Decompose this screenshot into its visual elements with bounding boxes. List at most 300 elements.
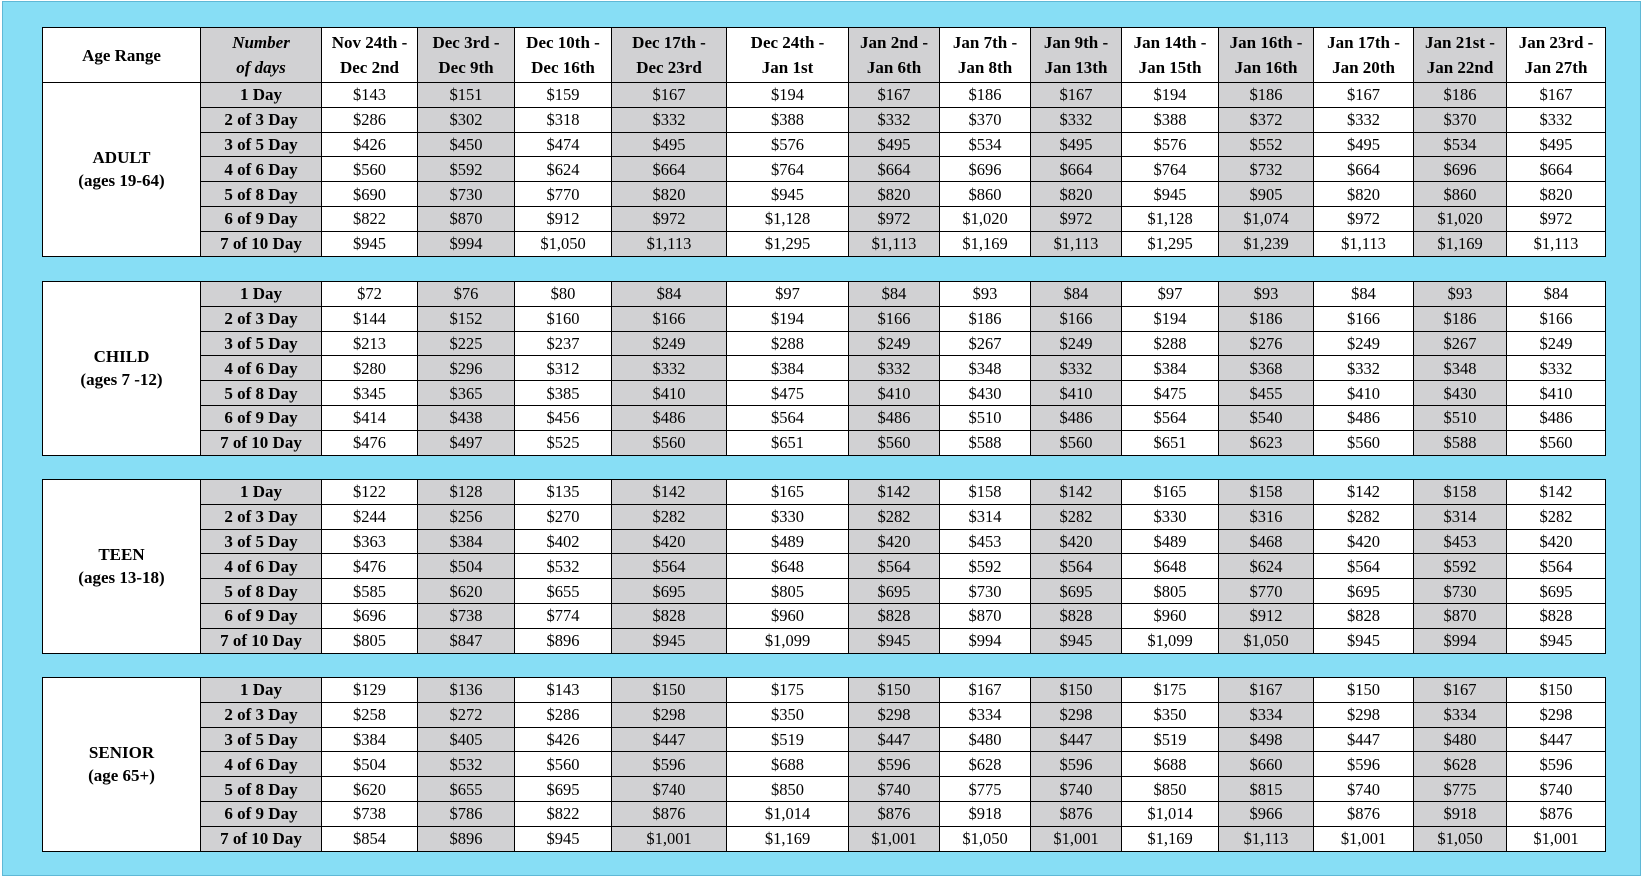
- number-of-days-header: [201, 28, 322, 83]
- price-cell: $994: [1414, 628, 1507, 653]
- price-cell: $1,239: [1219, 231, 1314, 256]
- price-cell: $1,001: [1031, 826, 1122, 851]
- price-cell: $213: [322, 331, 418, 356]
- price-cell: $775: [940, 777, 1031, 802]
- price-row: [43, 826, 1606, 851]
- price-cell: $244: [322, 504, 418, 529]
- price-row: [43, 529, 1606, 554]
- price-row: [43, 727, 1606, 752]
- period-end: Dec 9th: [438, 58, 494, 77]
- price-cell: $175: [1122, 678, 1219, 703]
- price-cell: $648: [727, 554, 849, 579]
- price-cell: $828: [1031, 603, 1122, 628]
- price-cell: $576: [1122, 132, 1219, 157]
- price-cell: $655: [418, 777, 515, 802]
- price-cell: $1,050: [1414, 826, 1507, 851]
- price-cell: $167: [612, 83, 727, 108]
- period-header: [1122, 28, 1219, 83]
- price-cell: $588: [1414, 430, 1507, 455]
- price-cell: $447: [1314, 727, 1414, 752]
- price-cell: $486: [849, 405, 940, 430]
- price-cell: $194: [727, 306, 849, 331]
- price-cell: $348: [1414, 356, 1507, 381]
- price-cell: $450: [418, 132, 515, 157]
- price-cell: $696: [940, 157, 1031, 182]
- price-cell: $249: [1314, 331, 1414, 356]
- price-row: [43, 801, 1606, 826]
- price-cell: $420: [1031, 529, 1122, 554]
- price-cell: $534: [1414, 132, 1507, 157]
- price-cell: $288: [727, 331, 849, 356]
- price-cell: $664: [849, 157, 940, 182]
- price-cell: $918: [940, 801, 1031, 826]
- price-cell: $519: [727, 727, 849, 752]
- price-cell: $334: [1219, 702, 1314, 727]
- price-cell: $994: [418, 231, 515, 256]
- price-cell: $194: [1122, 83, 1219, 108]
- price-cell: $805: [322, 628, 418, 653]
- price-cell: $489: [1122, 529, 1219, 554]
- age-group-cell: [43, 678, 201, 852]
- age-group-cell: [43, 480, 201, 654]
- price-cell: $1,001: [612, 826, 727, 851]
- header-row: [43, 28, 1606, 83]
- price-cell: $426: [322, 132, 418, 157]
- price-cell: $267: [1414, 331, 1507, 356]
- price-cell: $1,014: [727, 801, 849, 826]
- price-cell: $84: [612, 282, 727, 307]
- price-cell: $764: [727, 157, 849, 182]
- price-cell: $332: [612, 356, 727, 381]
- price-cell: $495: [1314, 132, 1414, 157]
- age-group-cell: [43, 83, 201, 257]
- price-cell: $330: [1122, 504, 1219, 529]
- price-cell: $628: [940, 752, 1031, 777]
- price-cell: $345: [322, 381, 418, 406]
- period-start: Dec 3rd -: [432, 33, 500, 52]
- price-cell: $225: [418, 331, 515, 356]
- period-end: Jan 27th: [1524, 58, 1588, 77]
- price-cell: $564: [849, 554, 940, 579]
- price-cell: $280: [322, 356, 418, 381]
- price-cell: $560: [1507, 430, 1606, 455]
- price-cell: $474: [515, 132, 612, 157]
- period-start: Jan 16th -: [1229, 33, 1303, 52]
- price-cell: $160: [515, 306, 612, 331]
- price-cell: $128: [418, 480, 515, 505]
- price-cell: $945: [612, 628, 727, 653]
- price-cell: $129: [322, 678, 418, 703]
- price-cell: $497: [418, 430, 515, 455]
- price-cell: $560: [849, 430, 940, 455]
- price-cell: $453: [1414, 529, 1507, 554]
- day-label-cell: 2 of 3 Day: [201, 306, 322, 331]
- age-group-range: (age 65+): [88, 766, 155, 786]
- price-cell: $564: [1122, 405, 1219, 430]
- price-cell: $972: [1031, 206, 1122, 231]
- price-row: [43, 83, 1606, 108]
- price-cell: $332: [1031, 356, 1122, 381]
- price-cell: $410: [1314, 381, 1414, 406]
- day-label-cell: 6 of 9 Day: [201, 801, 322, 826]
- price-cell: $402: [515, 529, 612, 554]
- price-cell: $740: [1031, 777, 1122, 802]
- price-cell: $270: [515, 504, 612, 529]
- price-cell: $298: [1031, 702, 1122, 727]
- price-cell: $93: [1414, 282, 1507, 307]
- price-cell: $159: [515, 83, 612, 108]
- price-cell: $286: [322, 107, 418, 132]
- price-cell: $896: [515, 628, 612, 653]
- price-row: [43, 777, 1606, 802]
- price-cell: $166: [1314, 306, 1414, 331]
- price-cell: $165: [1122, 480, 1219, 505]
- price-cell: $405: [418, 727, 515, 752]
- price-cell: $334: [1414, 702, 1507, 727]
- price-cell: $438: [418, 405, 515, 430]
- price-cell: $588: [940, 430, 1031, 455]
- price-cell: $165: [727, 480, 849, 505]
- price-cell: $256: [418, 504, 515, 529]
- price-cell: $1,001: [849, 826, 940, 851]
- price-cell: $560: [612, 430, 727, 455]
- price-cell: $876: [1314, 801, 1414, 826]
- age-group-range: (ages 7 -12): [80, 370, 163, 390]
- price-cell: $1,099: [1122, 628, 1219, 653]
- price-cell: $93: [1219, 282, 1314, 307]
- price-cell: $150: [1031, 678, 1122, 703]
- price-cell: $592: [418, 157, 515, 182]
- price-cell: $596: [612, 752, 727, 777]
- price-row: [43, 381, 1606, 406]
- price-cell: $144: [322, 306, 418, 331]
- price-cell: $695: [515, 777, 612, 802]
- age-group-label: CHILD: [93, 347, 150, 367]
- price-cell: $447: [849, 727, 940, 752]
- price-cell: $918: [1414, 801, 1507, 826]
- period-start: Jan 9th -: [1043, 33, 1109, 52]
- price-cell: $504: [322, 752, 418, 777]
- price-cell: $534: [940, 132, 1031, 157]
- price-cell: $167: [1507, 83, 1606, 108]
- price-cell: $385: [515, 381, 612, 406]
- price-cell: $1,050: [940, 826, 1031, 851]
- day-label-cell: 5 of 8 Day: [201, 777, 322, 802]
- price-cell: $510: [940, 405, 1031, 430]
- day-label-cell: 3 of 5 Day: [201, 331, 322, 356]
- price-cell: $158: [940, 480, 1031, 505]
- price-cell: $167: [1219, 678, 1314, 703]
- price-cell: $820: [1314, 182, 1414, 207]
- price-cell: $495: [1507, 132, 1606, 157]
- price-cell: $186: [940, 83, 1031, 108]
- price-cell: $72: [322, 282, 418, 307]
- price-cell: $805: [1122, 579, 1219, 604]
- price-cell: $298: [1314, 702, 1414, 727]
- day-label-cell: 7 of 10 Day: [201, 231, 322, 256]
- price-cell: $519: [1122, 727, 1219, 752]
- price-cell: $93: [940, 282, 1031, 307]
- period-start: Jan 21st -: [1425, 33, 1495, 52]
- period-start: Jan 17th -: [1327, 33, 1400, 52]
- period-end: Dec 16th: [531, 58, 595, 77]
- price-cell: $828: [1314, 603, 1414, 628]
- price-cell: $314: [940, 504, 1031, 529]
- price-cell: $276: [1219, 331, 1314, 356]
- price-cell: $592: [940, 554, 1031, 579]
- price-cell: $150: [612, 678, 727, 703]
- price-cell: $560: [1314, 430, 1414, 455]
- price-cell: $828: [1507, 603, 1606, 628]
- day-label-cell: 4 of 6 Day: [201, 157, 322, 182]
- price-cell: $420: [612, 529, 727, 554]
- price-cell: $370: [940, 107, 1031, 132]
- price-cell: $166: [849, 306, 940, 331]
- period-header: [727, 28, 849, 83]
- price-cell: $332: [849, 107, 940, 132]
- day-label-cell: 6 of 9 Day: [201, 405, 322, 430]
- price-cell: $876: [1031, 801, 1122, 826]
- price-cell: $651: [727, 430, 849, 455]
- price-cell: $332: [849, 356, 940, 381]
- age-group-label: ADULT: [92, 148, 151, 168]
- price-row: [43, 356, 1606, 381]
- price-row: [43, 504, 1606, 529]
- price-row: [43, 331, 1606, 356]
- price-cell: $410: [1031, 381, 1122, 406]
- price-cell: $596: [1507, 752, 1606, 777]
- price-cell: $150: [849, 678, 940, 703]
- teen-price-table: [42, 479, 1606, 654]
- price-cell: $775: [1414, 777, 1507, 802]
- price-cell: $486: [612, 405, 727, 430]
- price-cell: $596: [1314, 752, 1414, 777]
- price-cell: $564: [1031, 554, 1122, 579]
- age-group-range: (ages 13-18): [78, 568, 165, 588]
- price-row: [43, 206, 1606, 231]
- price-cell: $312: [515, 356, 612, 381]
- day-label-cell: 3 of 5 Day: [201, 529, 322, 554]
- day-label-cell: 5 of 8 Day: [201, 381, 322, 406]
- price-cell: $286: [515, 702, 612, 727]
- price-cell: $420: [1507, 529, 1606, 554]
- price-cell: $740: [849, 777, 940, 802]
- price-cell: $1,050: [515, 231, 612, 256]
- price-cell: $167: [1314, 83, 1414, 108]
- price-cell: $84: [849, 282, 940, 307]
- price-cell: $648: [1122, 554, 1219, 579]
- price-cell: $97: [1122, 282, 1219, 307]
- price-cell: $730: [1414, 579, 1507, 604]
- price-cell: $330: [727, 504, 849, 529]
- day-label-cell: 4 of 6 Day: [201, 752, 322, 777]
- price-cell: $854: [322, 826, 418, 851]
- day-label-cell: 1 Day: [201, 480, 322, 505]
- price-cell: $332: [612, 107, 727, 132]
- price-cell: $695: [1314, 579, 1414, 604]
- child-price-table: [42, 281, 1606, 456]
- price-cell: $532: [418, 752, 515, 777]
- price-cell: $453: [940, 529, 1031, 554]
- price-cell: $1,113: [612, 231, 727, 256]
- price-cell: $388: [727, 107, 849, 132]
- price-cell: $489: [727, 529, 849, 554]
- price-cell: $805: [727, 579, 849, 604]
- day-label-cell: 1 Day: [201, 83, 322, 108]
- price-cell: $298: [849, 702, 940, 727]
- price-cell: $486: [1507, 405, 1606, 430]
- price-cell: $770: [515, 182, 612, 207]
- price-cell: $142: [1507, 480, 1606, 505]
- price-cell: $447: [612, 727, 727, 752]
- price-cell: $249: [612, 331, 727, 356]
- period-header: [940, 28, 1031, 83]
- price-cell: $167: [849, 83, 940, 108]
- price-cell: $822: [515, 801, 612, 826]
- price-cell: $314: [1414, 504, 1507, 529]
- price-cell: $870: [940, 603, 1031, 628]
- price-cell: $696: [322, 603, 418, 628]
- price-cell: $249: [849, 331, 940, 356]
- price-cell: $688: [727, 752, 849, 777]
- price-cell: $480: [940, 727, 1031, 752]
- price-cell: $1,128: [727, 206, 849, 231]
- price-cell: $476: [322, 554, 418, 579]
- price-cell: $1,020: [1414, 206, 1507, 231]
- price-cell: $740: [1314, 777, 1414, 802]
- price-cell: $158: [1414, 480, 1507, 505]
- price-cell: $620: [418, 579, 515, 604]
- period-start: Nov 24th -: [331, 33, 408, 52]
- price-cell: $688: [1122, 752, 1219, 777]
- price-cell: $368: [1219, 356, 1314, 381]
- price-cell: $828: [612, 603, 727, 628]
- price-cell: $414: [322, 405, 418, 430]
- price-row: [43, 282, 1606, 307]
- day-label-cell: 3 of 5 Day: [201, 132, 322, 157]
- price-cell: $623: [1219, 430, 1314, 455]
- price-cell: $560: [1031, 430, 1122, 455]
- price-cell: $76: [418, 282, 515, 307]
- price-cell: $1,020: [940, 206, 1031, 231]
- price-cell: $447: [1031, 727, 1122, 752]
- price-cell: $660: [1219, 752, 1314, 777]
- period-header: [418, 28, 515, 83]
- price-cell: $564: [612, 554, 727, 579]
- period-header: [1219, 28, 1314, 83]
- period-header: [1314, 28, 1414, 83]
- price-cell: $972: [1314, 206, 1414, 231]
- price-cell: $302: [418, 107, 515, 132]
- day-label-cell: 7 of 10 Day: [201, 430, 322, 455]
- day-label-cell: 2 of 3 Day: [201, 504, 322, 529]
- price-cell: $1,169: [727, 826, 849, 851]
- price-cell: $282: [849, 504, 940, 529]
- price-cell: $167: [1414, 678, 1507, 703]
- price-cell: $175: [727, 678, 849, 703]
- price-cell: $495: [612, 132, 727, 157]
- price-cell: $850: [1122, 777, 1219, 802]
- price-cell: $332: [1507, 107, 1606, 132]
- price-cell: $876: [849, 801, 940, 826]
- price-cell: $620: [322, 777, 418, 802]
- period-start: Jan 2nd -: [859, 33, 929, 52]
- price-cell: $664: [612, 157, 727, 182]
- price-cell: $80: [515, 282, 612, 307]
- price-cell: $876: [612, 801, 727, 826]
- price-row: [43, 480, 1606, 505]
- price-cell: $258: [322, 702, 418, 727]
- price-cell: $151: [418, 83, 515, 108]
- price-cell: $430: [1414, 381, 1507, 406]
- price-cell: $282: [1507, 504, 1606, 529]
- price-cell: $850: [727, 777, 849, 802]
- price-row: [43, 157, 1606, 182]
- price-cell: $84: [1507, 282, 1606, 307]
- price-row: [43, 405, 1606, 430]
- price-cell: $564: [727, 405, 849, 430]
- price-cell: $1,113: [1219, 826, 1314, 851]
- price-cell: $237: [515, 331, 612, 356]
- price-cell: $696: [1414, 157, 1507, 182]
- price-cell: $740: [612, 777, 727, 802]
- period-start: Dec 17th -: [632, 33, 706, 52]
- price-cell: $142: [1314, 480, 1414, 505]
- price-row: [43, 579, 1606, 604]
- price-cell: $1,113: [1507, 231, 1606, 256]
- price-cell: $945: [727, 182, 849, 207]
- price-cell: $510: [1414, 405, 1507, 430]
- age-group-range: (ages 19-64): [78, 171, 165, 191]
- price-cell: $624: [515, 157, 612, 182]
- price-cell: $475: [727, 381, 849, 406]
- price-cell: $420: [1314, 529, 1414, 554]
- price-cell: $596: [1031, 752, 1122, 777]
- price-row: [43, 132, 1606, 157]
- price-cell: $142: [849, 480, 940, 505]
- price-cell: $592: [1414, 554, 1507, 579]
- price-cell: $1,099: [727, 628, 849, 653]
- senior-price-table: [42, 677, 1606, 852]
- day-label-cell: 7 of 10 Day: [201, 628, 322, 653]
- price-cell: $994: [940, 628, 1031, 653]
- price-cell: $655: [515, 579, 612, 604]
- period-header: [1031, 28, 1122, 83]
- price-cell: $142: [1031, 480, 1122, 505]
- price-cell: $84: [1314, 282, 1414, 307]
- period-header: [322, 28, 418, 83]
- price-cell: $410: [849, 381, 940, 406]
- price-cell: $384: [727, 356, 849, 381]
- price-cell: $384: [322, 727, 418, 752]
- day-label-cell: 2 of 3 Day: [201, 702, 322, 727]
- price-cell: $664: [1507, 157, 1606, 182]
- price-cell: $350: [727, 702, 849, 727]
- price-cell: $498: [1219, 727, 1314, 752]
- price-cell: $152: [418, 306, 515, 331]
- price-cell: $486: [1314, 405, 1414, 430]
- price-cell: $870: [1414, 603, 1507, 628]
- price-cell: $732: [1219, 157, 1314, 182]
- price-cell: $585: [322, 579, 418, 604]
- period-header: [1414, 28, 1507, 83]
- price-cell: $972: [849, 206, 940, 231]
- price-cell: $815: [1219, 777, 1314, 802]
- price-cell: $972: [612, 206, 727, 231]
- price-cell: $475: [1122, 381, 1219, 406]
- price-cell: $847: [418, 628, 515, 653]
- price-cell: $770: [1219, 579, 1314, 604]
